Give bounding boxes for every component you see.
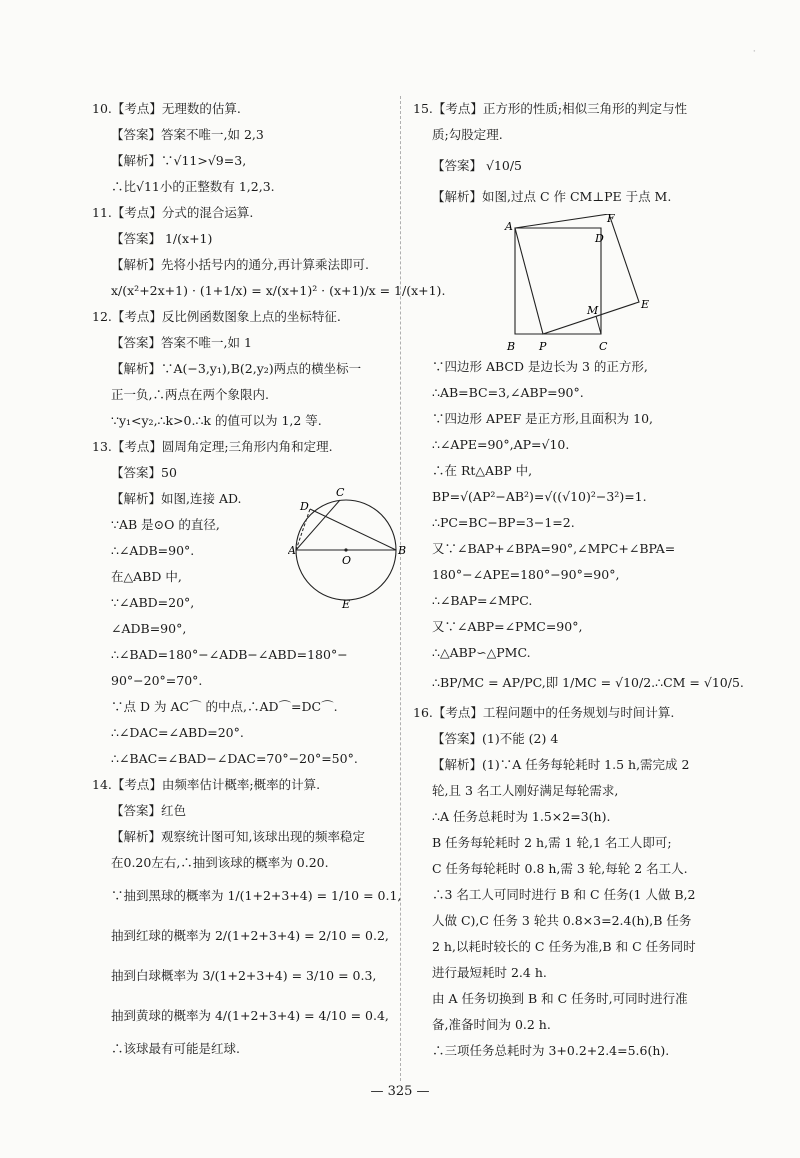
- q15-line: ∴在 Rt△ABP 中,: [432, 463, 533, 478]
- q16-line: ∴3 名工人可同时进行 B 和 C 任务(1 人做 B,2: [432, 887, 696, 902]
- q16-line: 人做 C),C 任务 3 轮共 0.8×3=2.4(h),B 任务: [432, 913, 692, 928]
- q12-solution: 【解析】∵A(−3,y₁),B(2,y₂)两点的横坐标一: [111, 361, 362, 376]
- q16-line: 轮,且 3 名工人刚好满足每轮需求,: [432, 783, 619, 798]
- left-column: [92, 96, 446, 1062]
- label-O: O: [342, 554, 352, 567]
- label-E: E: [641, 298, 650, 311]
- label-B: B: [398, 544, 407, 557]
- label-M: M: [587, 304, 599, 317]
- label-A: A: [288, 544, 296, 557]
- label-D: D: [595, 232, 604, 245]
- q15-line: ∵四边形 APEF 是正方形,且面积为 10,: [432, 411, 654, 426]
- q16-line: 进行最短耗时 2.4 h.: [432, 965, 547, 980]
- q16-heading: 16.【考点】工程问题中的任务规划与时间计算.: [413, 705, 675, 720]
- q12-heading: 12.【考点】反比例函数图象上点的坐标特征.: [92, 309, 341, 324]
- q15-heading: 15.【考点】正方形的性质;相似三角形的判定与性: [413, 101, 688, 116]
- q11-heading: 11.【考点】分式的混合运算.: [92, 205, 254, 220]
- circle-figure: [288, 486, 408, 608]
- q10-solution: 【解析】∵√11>√9=3,: [111, 153, 247, 168]
- q13-solution: 【解析】如图,连接 AD.: [111, 491, 242, 506]
- segment-CM: [596, 316, 601, 334]
- q15-line: ∴∠BAP=∠MPC.: [432, 593, 533, 608]
- square-ABCD: [515, 228, 601, 334]
- page-number: — 325 —: [370, 1084, 430, 1099]
- segment-DB: [310, 509, 396, 550]
- q15-line: 又∵∠BAP+∠BPA=90°,∠MPC+∠BPA=: [432, 541, 676, 556]
- q13-block: [92, 486, 410, 642]
- q14-conclusion: ∴该球最有可能是红球.: [111, 1041, 240, 1056]
- label-C: C: [336, 486, 345, 499]
- q12-line: ∵y₁<y₂,∴k>0.∴k 的值可以为 1,2 等.: [111, 413, 322, 428]
- segment-AD: [296, 509, 310, 550]
- q16-line: 由 A 任务切换到 B 和 C 任务时,可同时进行准: [432, 991, 688, 1006]
- q13-line: 90°−20°=70°.: [111, 673, 203, 688]
- label-A: A: [505, 220, 513, 233]
- q13-line: ∵点 D 为 AC⌒ 的中点,∴AD⌒=DC⌒.: [111, 699, 338, 714]
- q14-yellow-prob: 抽到黄球的概率为 4/(1+2+3+4) = 4/10 = 0.4,: [111, 1008, 389, 1023]
- q14-white-prob: 抽到白球概率为 3/(1+2+3+4) = 3/10 = 0.3,: [111, 968, 377, 983]
- label-E: E: [342, 598, 351, 608]
- q15-conclusion: ∴BP/MC = AP/PC,即 1/MC = √10/2.∴CM = √10/5.: [432, 675, 744, 690]
- q16-line: 2 h,以耗时较长的 C 任务为准,B 和 C 任务同时: [432, 939, 696, 954]
- q16-line: 备,准备时间为 0.2 h.: [432, 1017, 551, 1032]
- q13-line: ∴∠BAD=180°−∠ADB−∠ABD=180°−: [111, 647, 348, 662]
- center-point: [344, 548, 347, 551]
- q10-heading: 10.【考点】无理数的估算.: [92, 101, 241, 116]
- corner-mark: ⸱: [752, 44, 756, 58]
- q15-line: 180°−∠APE=180°−90°=90°,: [432, 567, 620, 582]
- label-B: B: [507, 340, 516, 353]
- q10-answer: 【答案】答案不唯一,如 2,3: [111, 127, 264, 142]
- label-P: P: [539, 340, 547, 353]
- q16-line: ∴A 任务总耗时为 1.5×2=3(h).: [432, 809, 611, 824]
- q15-line: ∴∠APE=90°,AP=√10.: [432, 437, 570, 452]
- q11-answer: 【答案】 1/(x+1): [111, 231, 213, 246]
- q13-line: ∴∠DAC=∠ABD=20°.: [111, 725, 244, 740]
- right-column: [413, 96, 744, 1064]
- label-C: C: [599, 340, 608, 353]
- q13-line: ∴∠BAC=∠BAD−∠DAC=70°−20°=50°.: [111, 751, 358, 766]
- q13-heading: 13.【考点】圆周角定理;三角形内角和定理.: [92, 439, 333, 454]
- q15-line: ∴△ABP∽△PMC.: [432, 645, 531, 660]
- q16-line: ∴三项任务总耗时为 3+0.2+2.4=5.6(h).: [432, 1043, 670, 1058]
- q13-answer: 【答案】50: [111, 465, 177, 480]
- q14-red-prob: 抽到红球的概率为 2/(1+2+3+4) = 2/10 = 0.2,: [111, 928, 389, 943]
- q15-answer: 【答案】 √10/5: [432, 158, 523, 173]
- q16-solution: 【解析】(1)∵A 任务每轮耗时 1.5 h,需完成 2: [432, 757, 690, 772]
- q13-line: ∵∠ABD=20°,: [111, 595, 195, 610]
- q12-answer: 【答案】答案不唯一,如 1: [111, 335, 252, 350]
- q15-heading-cont: 质;勾股定理.: [432, 127, 503, 142]
- q15-line: ∴PC=BC−BP=3−1=2.: [432, 515, 575, 530]
- q14-line: 在0.20左右,∴抽到该球的概率为 0.20.: [111, 855, 329, 870]
- squares-figure: [503, 214, 653, 354]
- q16-answer: 【答案】(1)不能 (2) 4: [432, 731, 559, 746]
- q13-line: ∴∠ADB=90°.: [111, 543, 195, 558]
- q12-line: 正一负,∴两点在两个象限内.: [111, 387, 269, 402]
- q14-answer: 【答案】红色: [111, 803, 187, 818]
- q11-solution: 【解析】先将小括号内的通分,再计算乘法即可.: [111, 257, 369, 272]
- label-F: F: [607, 214, 615, 225]
- q15-line: ∵四边形 ABCD 是边长为 3 的正方形,: [432, 359, 648, 374]
- q13-line: ∠ADB=90°,: [111, 621, 187, 636]
- square-APEF: [515, 214, 639, 334]
- q13-line: ∵AB 是⊙O 的直径,: [111, 517, 220, 532]
- q16-line: B 任务每轮耗时 2 h,需 1 轮,1 名工人即可;: [432, 835, 672, 850]
- q14-black-prob: ∵抽到黑球的概率为 1/(1+2+3+4) = 1/10 = 0.1,: [111, 888, 402, 903]
- q11-equation: x/(x²+2x+1) · (1+1/x) = x/(x+1)² · (x+1)/x = 1/(x+1).: [111, 283, 446, 298]
- q15-line: 又∵∠ABP=∠PMC=90°,: [432, 619, 583, 634]
- q14-solution: 【解析】观察统计图可知,该球出现的频率稳定: [111, 829, 365, 844]
- q16-line: C 任务每轮耗时 0.8 h,需 3 轮,每轮 2 名工人.: [432, 861, 688, 876]
- q15-solution: 【解析】如图,过点 C 作 CM⊥PE 于点 M.: [432, 189, 672, 204]
- label-D: D: [300, 500, 309, 513]
- q15-line: BP=√(AP²−AB²)=√((√10)²−3²)=1.: [432, 489, 647, 504]
- q14-heading: 14.【考点】由频率估计概率;概率的计算.: [92, 777, 321, 792]
- q10-line: ∴比√11小的正整数有 1,2,3.: [111, 179, 275, 194]
- q13-line: 在△ABD 中,: [111, 569, 182, 584]
- q15-line: ∴AB=BC=3,∠ABP=90°.: [432, 385, 584, 400]
